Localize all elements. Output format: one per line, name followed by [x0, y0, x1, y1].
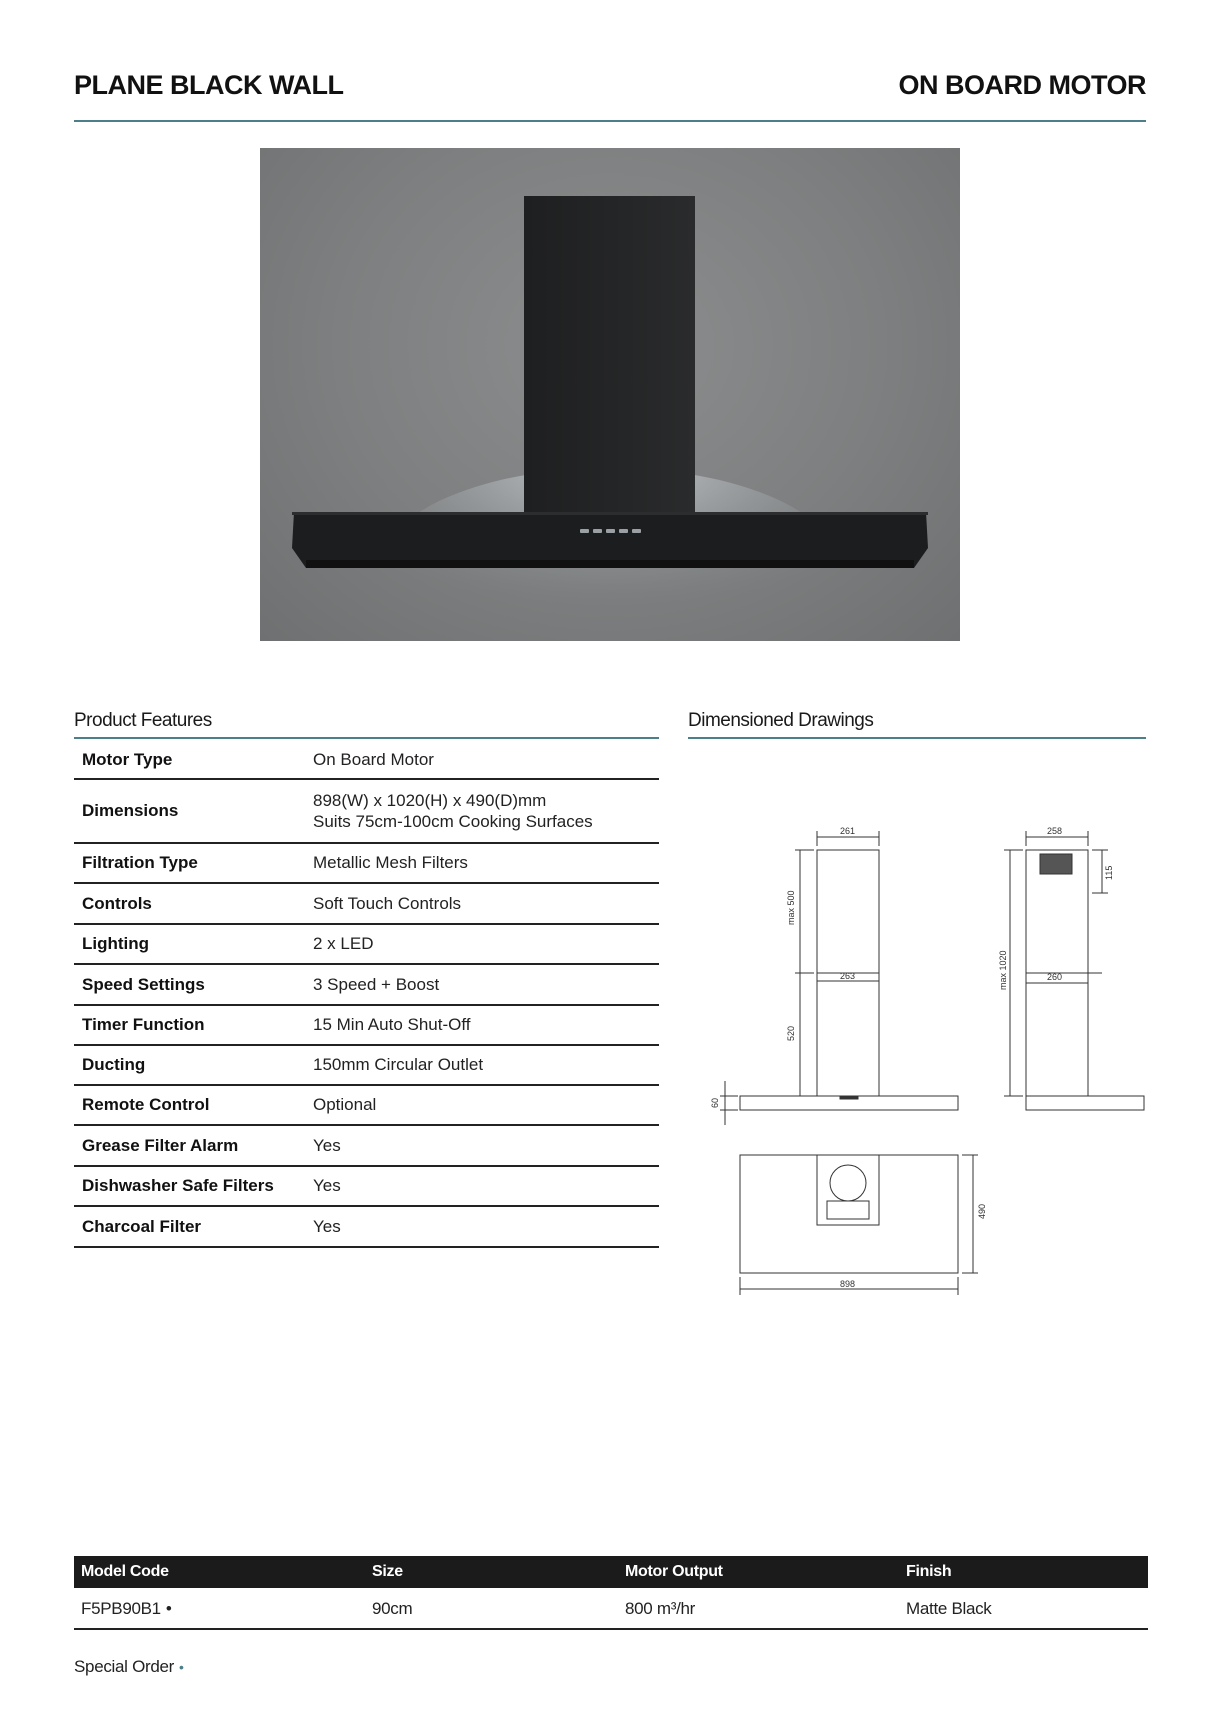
features-table	[74, 741, 659, 1248]
table-row	[74, 924, 659, 964]
feature-label: Ducting	[74, 1045, 305, 1085]
feature-value: 3 Speed + Boost	[305, 964, 659, 1005]
feature-value: Soft Touch Controls	[305, 883, 659, 924]
dimensions-value: 898(W) x 1020(H) x 490(D)mm	[313, 790, 547, 810]
dim-label: 490	[977, 1203, 987, 1219]
feature-value: Yes	[305, 1125, 659, 1166]
feature-label: Grease Filter Alarm	[74, 1125, 305, 1166]
feature-value: Yes	[305, 1206, 659, 1247]
footer-text: Special Order	[74, 1657, 175, 1676]
table-row	[74, 1045, 659, 1085]
col-header-size: Size	[372, 1563, 403, 1580]
spec-table-header	[74, 1556, 1148, 1588]
header-divider	[74, 120, 1146, 122]
col-header-model-code: Model Code	[81, 1563, 169, 1580]
feature-label: Motor Type	[74, 741, 305, 779]
motor-output-cell: 800 m³/hr	[625, 1599, 696, 1618]
page-title: PLANE BLACK WALL	[74, 70, 344, 100]
feature-label: Controls	[74, 883, 305, 924]
feature-label: Remote Control	[74, 1085, 305, 1125]
feature-value	[305, 779, 659, 843]
features-divider	[74, 737, 659, 739]
footer-note	[74, 1657, 184, 1677]
table-row	[74, 1085, 659, 1125]
feature-label: Filtration Type	[74, 843, 305, 883]
finish-cell: Matte Black	[906, 1599, 992, 1618]
footer-dot: •	[179, 1659, 184, 1675]
dim-label: 260	[1047, 972, 1063, 982]
dim-label: 263	[840, 971, 856, 981]
col-header-motor-output: Motor Output	[625, 1563, 723, 1580]
model-code-cell	[81, 1599, 171, 1619]
dim-label: 115	[1104, 865, 1114, 880]
dim-label: 60	[710, 1097, 720, 1108]
special-order-dot: •	[165, 1599, 172, 1618]
page-subtitle: ON BOARD MOTOR	[898, 70, 1146, 100]
feature-value: Yes	[305, 1166, 659, 1206]
drawings-title: Dimensioned Drawings	[688, 710, 874, 731]
table-row	[74, 1005, 659, 1045]
table-row	[74, 1125, 659, 1166]
feature-value: 15 Min Auto Shut-Off	[305, 1005, 659, 1045]
dim-label: 258	[1047, 826, 1063, 836]
table-row	[74, 741, 659, 779]
feature-label: Speed Settings	[74, 964, 305, 1005]
feature-value: 2 x LED	[305, 924, 659, 964]
table-row	[74, 843, 659, 883]
drawings-divider	[688, 737, 1146, 739]
feature-label: Lighting	[74, 924, 305, 964]
table-row	[74, 1206, 659, 1247]
dim-label: max 500	[786, 890, 796, 925]
feature-value: Optional	[305, 1085, 659, 1125]
model-code-value: F5PB90B1	[81, 1599, 161, 1618]
feature-value: 150mm Circular Outlet	[305, 1045, 659, 1085]
dim-label: max 1020	[998, 950, 1008, 990]
feature-value: On Board Motor	[305, 741, 659, 779]
dimensions-suits: Suits 75cm-100cm Cooking Surfaces	[313, 811, 593, 831]
feature-value: Metallic Mesh Filters	[305, 843, 659, 883]
size-cell: 90cm	[372, 1599, 413, 1618]
col-header-finish: Finish	[906, 1563, 952, 1580]
dim-label: 261	[840, 826, 856, 836]
feature-label: Charcoal Filter	[74, 1206, 305, 1247]
dim-label: 898	[840, 1279, 856, 1289]
dim-label: 520	[786, 1025, 796, 1041]
table-row	[74, 964, 659, 1005]
table-row	[74, 779, 659, 843]
feature-label: Dishwasher Safe Filters	[74, 1166, 305, 1206]
feature-label: Dimensions	[74, 779, 305, 843]
table-row	[74, 1588, 1148, 1630]
dimensioned-drawings	[690, 805, 1150, 1325]
product-photo	[260, 148, 960, 641]
table-row	[74, 883, 659, 924]
features-title: Product Features	[74, 710, 212, 731]
feature-label: Timer Function	[74, 1005, 305, 1045]
range-hood-image	[260, 148, 960, 641]
technical-drawing	[690, 805, 1150, 1325]
table-row	[74, 1166, 659, 1206]
